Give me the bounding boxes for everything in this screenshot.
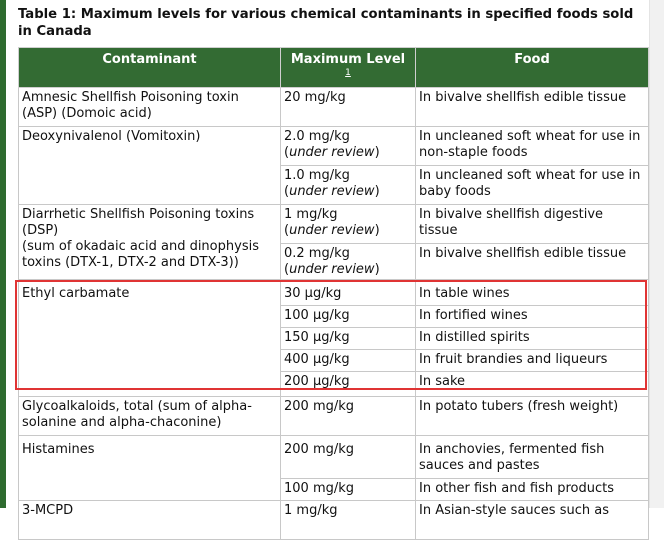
review-note: under review <box>289 223 375 238</box>
level-cell: 20 mg/kg <box>281 88 416 127</box>
level-value: 1 mg/kg <box>284 207 338 222</box>
footnote-link[interactable]: 1 <box>345 68 351 78</box>
contaminant-cell: Glycoalkaloids, total (sum of alpha-solanine and alpha-chaconine) <box>19 397 281 436</box>
food-cell: In table wines <box>416 280 649 306</box>
left-accent-bar <box>0 0 6 508</box>
food-cell: In sake <box>416 372 649 397</box>
contaminant-cell: 3-MCPD <box>19 501 281 540</box>
header-maximum-level-label: Maximum Level <box>290 52 406 67</box>
food-cell: In other fish and fish products <box>416 479 649 501</box>
document-content <box>18 6 650 540</box>
table-row <box>19 88 649 127</box>
level-cell: 1 mg/kg <box>281 501 416 540</box>
table-row <box>19 280 649 306</box>
level-value: 1.0 mg/kg <box>284 168 350 183</box>
food-cell: In uncleaned soft wheat for use in baby foods <box>416 166 649 205</box>
table-header-row <box>19 48 649 88</box>
contaminant-extra: (sum of okadaic acid and dinophysis toxins (DTX-1, DTX-2 and DTX-3)) <box>22 239 259 270</box>
level-cell: 400 µg/kg <box>281 350 416 372</box>
review-note: under review <box>289 184 375 199</box>
level-cell: 100 mg/kg <box>281 479 416 501</box>
contaminant-cell: Histamines <box>19 436 281 501</box>
vertical-scrollbar[interactable] <box>649 0 664 508</box>
table-row <box>19 127 649 166</box>
level-value: 2.0 mg/kg <box>284 129 350 144</box>
level-cell: 0.2 mg/kg (under review) <box>281 244 416 280</box>
contaminant-cell: Amnesic Shellfish Poisoning toxin (ASP) (Domoic acid) <box>19 88 281 127</box>
review-note: under review <box>289 262 375 277</box>
food-cell: In bivalve shellfish digestive tissue <box>416 205 649 244</box>
table-row <box>19 205 649 244</box>
table-row <box>19 397 649 436</box>
contaminant-cell <box>19 205 281 280</box>
table-caption: Table 1: Maximum levels for various chemical contaminants in specified foods sold in Canada <box>18 7 634 39</box>
level-cell: 2.0 mg/kg (under review) <box>281 127 416 166</box>
level-cell: 30 µg/kg <box>281 280 416 306</box>
contaminants-table <box>18 47 649 540</box>
header-contaminant: Contaminant <box>19 48 281 88</box>
level-cell: 150 µg/kg <box>281 328 416 350</box>
review-note: under review <box>289 145 375 160</box>
food-cell: In uncleaned soft wheat for use in non-staple foods <box>416 127 649 166</box>
contaminant-cell: Ethyl carbamate <box>19 280 281 397</box>
header-food: Food <box>416 48 649 88</box>
level-cell: 200 mg/kg <box>281 397 416 436</box>
header-maximum-level <box>281 48 416 88</box>
food-cell: In distilled spirits <box>416 328 649 350</box>
level-cell: 200 mg/kg <box>281 436 416 479</box>
level-cell: 100 µg/kg <box>281 306 416 328</box>
table-row <box>19 501 649 540</box>
food-cell: In Asian-style sauces such as <box>416 501 649 540</box>
food-cell: In bivalve shellfish edible tissue <box>416 88 649 127</box>
food-cell: In fortified wines <box>416 306 649 328</box>
food-cell: In anchovies, fermented fish sauces and pastes <box>416 436 649 479</box>
food-cell: In fruit brandies and liqueurs <box>416 350 649 372</box>
contaminant-name: Diarrhetic Shellfish Poisoning toxins (DSP) <box>22 207 255 238</box>
level-value: 0.2 mg/kg <box>284 246 350 261</box>
table-row <box>19 436 649 479</box>
level-cell: 1 mg/kg (under review) <box>281 205 416 244</box>
level-cell: 200 µg/kg <box>281 372 416 397</box>
contaminant-cell: Deoxynivalenol (Vomitoxin) <box>19 127 281 205</box>
food-cell: In potato tubers (fresh weight) <box>416 397 649 436</box>
level-cell: 1.0 mg/kg (under review) <box>281 166 416 205</box>
food-cell: In bivalve shellfish edible tissue <box>416 244 649 280</box>
